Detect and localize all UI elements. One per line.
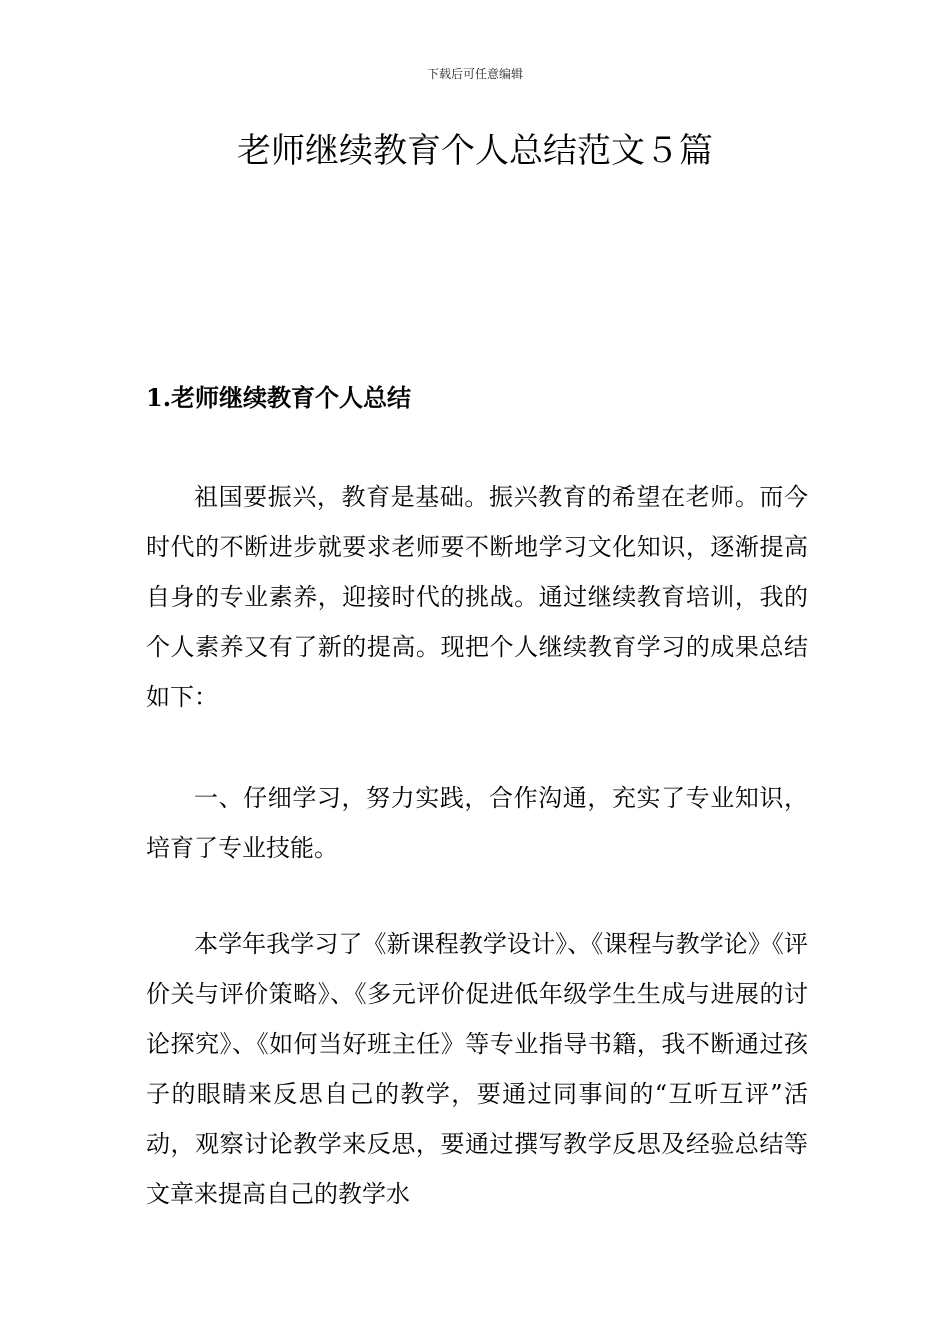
section-heading: 1.老师继续教育个人总结 — [146, 383, 412, 412]
header-note: 下载后可任意编辑 — [426, 67, 523, 81]
document-title: 老师继续教育个人总结范文５篇 — [237, 131, 713, 171]
body-paragraph-intro: 祖国要振兴，教育是基础。振兴教育的希望在老师。而今时代的不断进步就要求老师要不断地学习文化知识，逐渐提高自身的专业素养，迎接时代的挑战。通过继续教育培训，我的个人素养又有了新的提高。现把个人继续教育学习的成果总结如下： — [146, 483, 808, 711]
body-paragraph-point-one: 一、仔细学习，努力实践，合作沟通，充实了专业知识，培育了专业技能。 — [146, 784, 808, 862]
body-paragraph-study: 本学年我学习了《新课程教学设计》、《课程与教学论》《评价关与评价策略》、《多元评价促进低年级学生生成与进展的讨论探究》、《如何当好班主任》等专业指导书籍，我不断通过孩子的眼睛来反思自己的教学，要通过同事间的“互听互评”活动，观察讨论教学来反思，要通过撰写教学反思及经验总结等文章来提高自己的教学水 — [146, 930, 808, 1208]
